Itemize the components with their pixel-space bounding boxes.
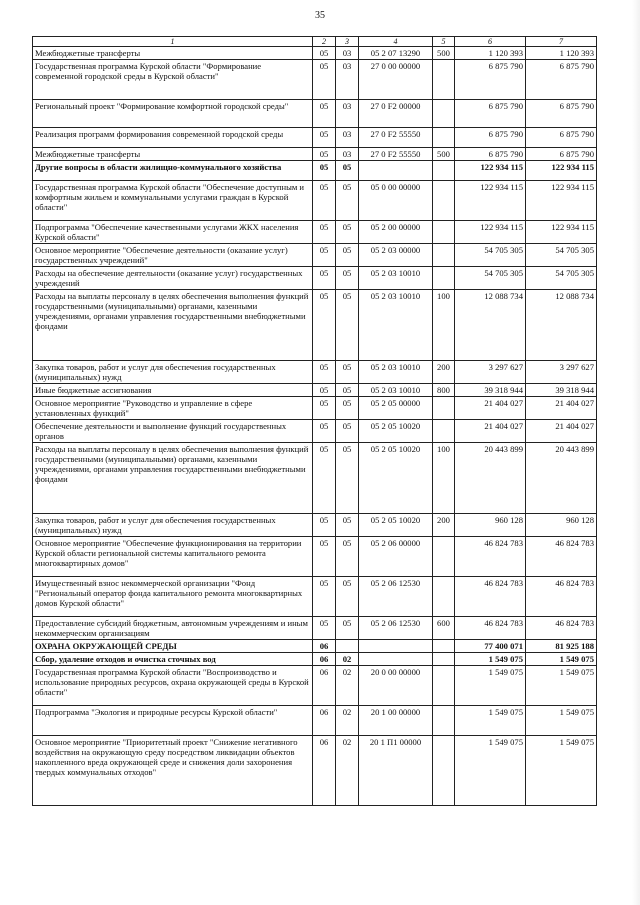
cell-amount-year-1: 122 934 115	[455, 221, 526, 244]
cell-name: ОХРАНА ОКРУЖАЮЩЕЙ СРЕДЫ	[33, 640, 313, 653]
cell-name: Обеспечение деятельности и выполнение функций государственных органов	[33, 420, 313, 443]
cell-subsection: 05	[336, 384, 359, 397]
cell-amount-year-1: 122 934 115	[455, 161, 526, 181]
cell-amount-year-2: 54 705 305	[526, 267, 597, 290]
cell-name: Государственная программа Курской области "Обеспечение доступным и комфортным жильем и коммунальными услугами граждан в Курской области"	[33, 181, 313, 221]
table-row	[33, 577, 597, 617]
cell-subsection: 02	[336, 736, 359, 806]
cell-amount-year-2: 960 128	[526, 514, 597, 537]
cell-expense-type: 800	[433, 384, 455, 397]
table-row	[33, 397, 597, 420]
column-number: 6	[455, 37, 526, 47]
cell-section: 05	[313, 128, 336, 148]
cell-expense-type	[433, 577, 455, 617]
cell-subsection: 05	[336, 221, 359, 244]
cell-section: 05	[313, 290, 336, 361]
cell-section: 05	[313, 361, 336, 384]
cell-subsection: 03	[336, 47, 359, 60]
cell-amount-year-2: 46 824 783	[526, 537, 597, 577]
column-number: 7	[526, 37, 597, 47]
cell-name: Межбюджетные трансферты	[33, 148, 313, 161]
cell-expense-type: 600	[433, 617, 455, 640]
table-row	[33, 267, 597, 290]
cell-amount-year-1: 122 934 115	[455, 181, 526, 221]
cell-amount-year-2: 1 120 393	[526, 47, 597, 60]
cell-amount-year-2: 1 549 075	[526, 666, 597, 706]
cell-target-article: 05 2 05 10020	[359, 420, 433, 443]
cell-target-article	[359, 653, 433, 666]
cell-expense-type: 500	[433, 148, 455, 161]
cell-amount-year-1: 6 875 790	[455, 100, 526, 128]
cell-section: 05	[313, 267, 336, 290]
cell-subsection: 02	[336, 666, 359, 706]
cell-subsection: 05	[336, 577, 359, 617]
cell-amount-year-1: 1 549 075	[455, 653, 526, 666]
cell-section: 05	[313, 181, 336, 221]
cell-section: 05	[313, 397, 336, 420]
cell-target-article: 05 2 06 00000	[359, 537, 433, 577]
cell-amount-year-2: 54 705 305	[526, 244, 597, 267]
cell-section: 05	[313, 60, 336, 100]
cell-target-article: 05 2 03 10010	[359, 361, 433, 384]
cell-section: 05	[313, 161, 336, 181]
cell-amount-year-2: 1 549 075	[526, 706, 597, 736]
cell-amount-year-2: 21 404 027	[526, 397, 597, 420]
cell-subsection: 03	[336, 100, 359, 128]
cell-expense-type	[433, 640, 455, 653]
cell-name: Региональный проект "Формирование комфортной городской среды"	[33, 100, 313, 128]
table-row	[33, 666, 597, 706]
cell-expense-type	[433, 60, 455, 100]
cell-amount-year-1: 1 549 075	[455, 666, 526, 706]
cell-target-article: 27 0 00 00000	[359, 60, 433, 100]
cell-amount-year-1: 46 824 783	[455, 617, 526, 640]
cell-name: Сбор, удаление отходов и очистка сточных вод	[33, 653, 313, 666]
cell-amount-year-2: 122 934 115	[526, 181, 597, 221]
cell-expense-type	[433, 736, 455, 806]
cell-section: 05	[313, 384, 336, 397]
cell-name: Основное мероприятие "Обеспечение функционирования на территории Курской области региональной системы капитального ремонта многоквартирных домов"	[33, 537, 313, 577]
cell-target-article: 05 0 00 00000	[359, 181, 433, 221]
cell-subsection: 05	[336, 290, 359, 361]
cell-amount-year-2: 6 875 790	[526, 148, 597, 161]
cell-section: 06	[313, 666, 336, 706]
table-row	[33, 706, 597, 736]
cell-subsection: 02	[336, 653, 359, 666]
cell-amount-year-1: 1 120 393	[455, 47, 526, 60]
cell-target-article: 05 2 05 10020	[359, 514, 433, 537]
column-number: 5	[433, 37, 455, 47]
cell-expense-type	[433, 221, 455, 244]
cell-amount-year-1: 1 549 075	[455, 706, 526, 736]
cell-name: Реализация программ формирования современной городской среды	[33, 128, 313, 148]
cell-target-article: 05 2 00 00000	[359, 221, 433, 244]
cell-amount-year-1: 6 875 790	[455, 128, 526, 148]
cell-amount-year-1: 12 088 734	[455, 290, 526, 361]
cell-subsection: 05	[336, 514, 359, 537]
cell-name: Расходы на обеспечение деятельности (оказание услуг) государственных учреждений	[33, 267, 313, 290]
cell-expense-type	[433, 161, 455, 181]
cell-name: Подпрограмма "Обеспечение качественными услугами ЖКХ населения Курской области"	[33, 221, 313, 244]
table-row	[33, 420, 597, 443]
cell-target-article: 05 2 06 12530	[359, 617, 433, 640]
column-number-row	[33, 37, 597, 47]
cell-target-article: 27 0 F2 55550	[359, 148, 433, 161]
cell-subsection	[336, 640, 359, 653]
cell-amount-year-2: 46 824 783	[526, 617, 597, 640]
cell-amount-year-1: 21 404 027	[455, 420, 526, 443]
cell-subsection: 05	[336, 361, 359, 384]
cell-amount-year-1: 54 705 305	[455, 267, 526, 290]
cell-subsection: 05	[336, 244, 359, 267]
cell-target-article: 05 2 07 13290	[359, 47, 433, 60]
cell-expense-type	[433, 244, 455, 267]
cell-subsection: 05	[336, 397, 359, 420]
table-row	[33, 128, 597, 148]
cell-name: Расходы на выплаты персоналу в целях обеспечения выполнения функций государственными (муниципальными) органами, казенными учреждениями, органами управления государственными внебюджетными фондами	[33, 443, 313, 514]
table-row	[33, 221, 597, 244]
budget-table	[32, 36, 597, 806]
cell-amount-year-1: 54 705 305	[455, 244, 526, 267]
cell-target-article: 20 0 00 00000	[359, 666, 433, 706]
cell-amount-year-1: 39 318 944	[455, 384, 526, 397]
cell-section: 05	[313, 420, 336, 443]
cell-name: Государственная программа Курской области "Воспроизводство и использование природных ресурсов, охрана окружающей среды в Курской области"	[33, 666, 313, 706]
table-row	[33, 161, 597, 181]
cell-target-article: 05 2 03 00000	[359, 244, 433, 267]
table-row	[33, 514, 597, 537]
cell-name: Имущественный взнос некоммерческой организации "Фонд "Региональный оператор фонда капитального ремонта многоквартирных домов Курской области"	[33, 577, 313, 617]
cell-name: Закупка товаров, работ и услуг для обеспечения государственных (муниципальных) нужд	[33, 361, 313, 384]
cell-section: 06	[313, 706, 336, 736]
cell-expense-type	[433, 706, 455, 736]
cell-amount-year-2: 1 549 075	[526, 736, 597, 806]
cell-amount-year-1: 3 297 627	[455, 361, 526, 384]
cell-amount-year-2: 122 934 115	[526, 221, 597, 244]
cell-amount-year-2: 122 934 115	[526, 161, 597, 181]
scan-shadow	[632, 0, 640, 905]
cell-amount-year-2: 20 443 899	[526, 443, 597, 514]
cell-name: Подпрограмма "Экология и природные ресурсы Курской области"	[33, 706, 313, 736]
cell-target-article: 20 1 П1 00000	[359, 736, 433, 806]
cell-target-article: 20 1 00 00000	[359, 706, 433, 736]
cell-amount-year-2: 21 404 027	[526, 420, 597, 443]
cell-expense-type	[433, 420, 455, 443]
cell-amount-year-1: 960 128	[455, 514, 526, 537]
cell-amount-year-2: 39 318 944	[526, 384, 597, 397]
table-row	[33, 361, 597, 384]
cell-amount-year-1: 6 875 790	[455, 60, 526, 100]
cell-expense-type: 200	[433, 361, 455, 384]
cell-name: Иные бюджетные ассигнования	[33, 384, 313, 397]
cell-amount-year-1: 6 875 790	[455, 148, 526, 161]
cell-subsection: 05	[336, 161, 359, 181]
table-row	[33, 653, 597, 666]
table-row	[33, 537, 597, 577]
cell-target-article	[359, 161, 433, 181]
cell-section: 05	[313, 537, 336, 577]
cell-expense-type	[433, 653, 455, 666]
cell-amount-year-1: 21 404 027	[455, 397, 526, 420]
cell-target-article: 05 2 06 12530	[359, 577, 433, 617]
cell-name: Расходы на выплаты персоналу в целях обеспечения выполнения функций государственными (муниципальными) органами, казенными учреждениями, органами управления государственными внебюджетными фондами	[33, 290, 313, 361]
cell-target-article: 05 2 05 00000	[359, 397, 433, 420]
cell-target-article	[359, 640, 433, 653]
table-row	[33, 384, 597, 397]
cell-target-article: 05 2 03 10010	[359, 384, 433, 397]
table-row	[33, 60, 597, 100]
cell-amount-year-1: 1 549 075	[455, 736, 526, 806]
cell-section: 06	[313, 640, 336, 653]
table-row	[33, 617, 597, 640]
table-row	[33, 47, 597, 60]
cell-amount-year-2: 6 875 790	[526, 60, 597, 100]
cell-subsection: 02	[336, 706, 359, 736]
table-row	[33, 443, 597, 514]
cell-expense-type	[433, 100, 455, 128]
cell-subsection: 05	[336, 537, 359, 577]
cell-subsection: 05	[336, 181, 359, 221]
table-row	[33, 736, 597, 806]
cell-section: 05	[313, 514, 336, 537]
column-number: 1	[33, 37, 313, 47]
cell-expense-type: 200	[433, 514, 455, 537]
cell-subsection: 03	[336, 148, 359, 161]
cell-amount-year-2: 81 925 188	[526, 640, 597, 653]
cell-section: 05	[313, 148, 336, 161]
column-number: 3	[336, 37, 359, 47]
table-row	[33, 640, 597, 653]
cell-name: Предоставление субсидий бюджетным, автономным учреждениям и иным некоммерческим организациям	[33, 617, 313, 640]
cell-expense-type	[433, 397, 455, 420]
cell-amount-year-2: 6 875 790	[526, 128, 597, 148]
cell-amount-year-1: 20 443 899	[455, 443, 526, 514]
table-row	[33, 244, 597, 267]
cell-name: Государственная программа Курской области "Формирование современной городской среды в Курской области"	[33, 60, 313, 100]
cell-name: Закупка товаров, работ и услуг для обеспечения государственных (муниципальных) нужд	[33, 514, 313, 537]
cell-subsection: 03	[336, 128, 359, 148]
cell-amount-year-2: 1 549 075	[526, 653, 597, 666]
cell-amount-year-2: 46 824 783	[526, 577, 597, 617]
cell-amount-year-1: 46 824 783	[455, 577, 526, 617]
cell-amount-year-2: 3 297 627	[526, 361, 597, 384]
cell-expense-type	[433, 267, 455, 290]
cell-section: 05	[313, 577, 336, 617]
cell-name: Другие вопросы в области жилищно-коммунального хозяйства	[33, 161, 313, 181]
cell-expense-type	[433, 537, 455, 577]
cell-target-article: 05 2 03 10010	[359, 267, 433, 290]
cell-expense-type: 500	[433, 47, 455, 60]
cell-section: 06	[313, 653, 336, 666]
cell-name: Основное мероприятие "Приоритетный проект "Снижение негативного воздействия на окружающую среду посредством ликвидации объектов накопленного вреда окружающей среде и снижения доли захоронения твердых коммунальных отходов"	[33, 736, 313, 806]
cell-section: 05	[313, 617, 336, 640]
cell-section: 05	[313, 47, 336, 60]
cell-expense-type: 100	[433, 443, 455, 514]
cell-target-article: 05 2 03 10010	[359, 290, 433, 361]
cell-name: Межбюджетные трансферты	[33, 47, 313, 60]
cell-subsection: 05	[336, 443, 359, 514]
cell-target-article: 27 0 F2 55550	[359, 128, 433, 148]
cell-amount-year-2: 12 088 734	[526, 290, 597, 361]
table-row	[33, 290, 597, 361]
cell-expense-type	[433, 128, 455, 148]
table-row	[33, 148, 597, 161]
cell-subsection: 05	[336, 267, 359, 290]
cell-amount-year-2: 6 875 790	[526, 100, 597, 128]
cell-expense-type: 100	[433, 290, 455, 361]
cell-subsection: 05	[336, 420, 359, 443]
cell-amount-year-1: 46 824 783	[455, 537, 526, 577]
cell-expense-type	[433, 181, 455, 221]
cell-target-article: 05 2 05 10020	[359, 443, 433, 514]
cell-subsection: 05	[336, 617, 359, 640]
cell-name: Основное мероприятие "Руководство и управление в сфере установленных функций"	[33, 397, 313, 420]
cell-amount-year-1: 77 400 071	[455, 640, 526, 653]
cell-subsection: 03	[336, 60, 359, 100]
cell-section: 05	[313, 100, 336, 128]
cell-target-article: 27 0 F2 00000	[359, 100, 433, 128]
cell-section: 05	[313, 221, 336, 244]
cell-section: 05	[313, 244, 336, 267]
page-number: 35	[315, 10, 325, 21]
table-row	[33, 181, 597, 221]
column-number: 4	[359, 37, 433, 47]
table-row	[33, 100, 597, 128]
cell-name: Основное мероприятие "Обеспечение деятельности (оказание услуг) государственных учреждений"	[33, 244, 313, 267]
column-number: 2	[313, 37, 336, 47]
cell-expense-type	[433, 666, 455, 706]
cell-section: 06	[313, 736, 336, 806]
cell-section: 05	[313, 443, 336, 514]
